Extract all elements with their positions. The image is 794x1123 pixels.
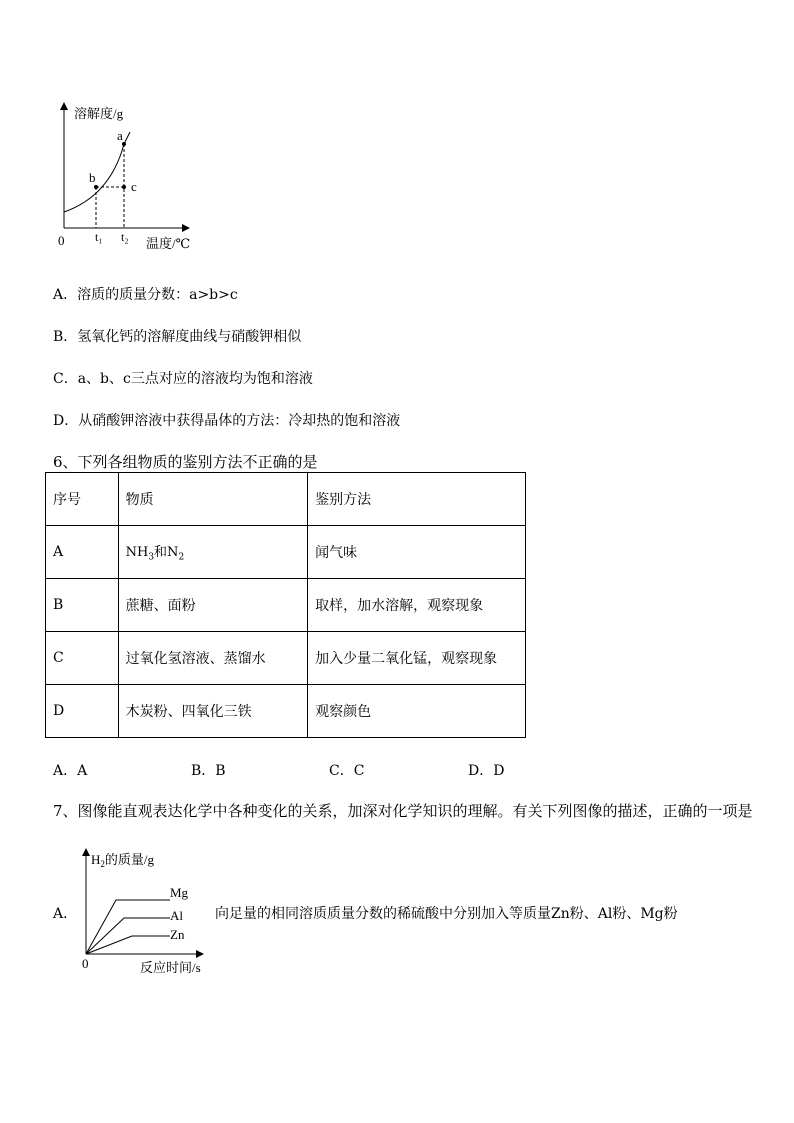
q6-answer-b: B．B <box>191 763 226 779</box>
row-a-sub2: 2 <box>178 552 185 563</box>
row-a-substance-pre: NH <box>125 545 149 561</box>
zn-label: Zn <box>170 927 185 942</box>
row-d-id: D <box>46 685 119 738</box>
q5-option-d: D．从硝酸钾溶液中获得晶体的方法：冷却热的饱和溶液 <box>53 413 401 429</box>
header-id: 序号 <box>46 473 119 526</box>
y-axis-label: $H_2$的质量/g <box>91 852 155 869</box>
y-axis-label: 溶解度/g <box>74 106 124 121</box>
mg-line <box>86 900 170 954</box>
x-axis-label: 温度/℃ <box>146 236 191 251</box>
table-row <box>46 526 526 579</box>
row-b-substance: 蔗糖、面粉 <box>118 579 308 632</box>
point-a-label: a <box>117 128 123 143</box>
x-axis-label: 反应时间/s <box>140 960 201 975</box>
q5-option-c: C．a、b、c三点对应的溶液均为饱和溶液 <box>53 371 313 387</box>
hydrogen-graph <box>78 848 218 978</box>
t2-label: t₂ <box>121 230 129 244</box>
header-method: 鉴别方法 <box>308 473 526 526</box>
q5-option-a: A．溶质的质量分数：a>b>c <box>53 287 238 303</box>
table-row <box>46 632 526 685</box>
table-row <box>46 685 526 738</box>
q6-stem: 6、下列各组物质的鉴别方法不正确的是 <box>53 453 318 471</box>
mg-label: Mg <box>170 885 189 900</box>
q6-answer-d: D．D <box>468 763 505 779</box>
row-b-id: B <box>46 579 119 632</box>
table-header-row <box>46 473 526 526</box>
q6-table <box>45 472 526 738</box>
point-b-dot <box>94 185 98 189</box>
row-a-method: 闻气味 <box>308 526 526 579</box>
solubility-curve <box>64 132 130 212</box>
point-b-label: b <box>89 170 96 185</box>
q6-answer-a: A．A <box>53 763 88 779</box>
row-a-substance-mid: 和N <box>154 545 179 561</box>
row-d-substance: 木炭粉、四氧化三铁 <box>118 685 308 738</box>
point-c-label: c <box>131 179 137 194</box>
row-c-method: 加入少量二氧化锰，观察现象 <box>308 632 526 685</box>
origin-label: 0 <box>82 956 89 971</box>
row-a-substance <box>118 526 308 579</box>
q7-option-a-description: 向足量的相同溶质质量分数的稀硫酸中分别加入等质量Zn粉、Al粉、Mg粉 <box>215 906 678 922</box>
table-row <box>46 579 526 632</box>
q5-option-b: B．氢氧化钙的溶解度曲线与硝酸钾相似 <box>53 329 302 345</box>
origin-label: 0 <box>58 233 65 248</box>
q7-stem: 7、图像能直观表达化学中各种变化的关系，加深对化学知识的理解。有关下列图像的描述，正确的一项是 <box>53 802 753 820</box>
al-label: Al <box>170 908 183 923</box>
row-c-id: C <box>46 632 119 685</box>
q6-answer-c: C．C <box>329 763 365 779</box>
row-a-sub1: 3 <box>148 552 155 563</box>
point-c-dot <box>122 185 126 189</box>
row-d-method: 观察颜色 <box>308 685 526 738</box>
row-a-id: A <box>46 526 119 579</box>
t1-label: t₁ <box>95 230 103 244</box>
header-substance: 物质 <box>118 473 308 526</box>
q7-option-a-label: A． <box>53 906 78 922</box>
row-c-substance: 过氧化氢溶液、蒸馏水 <box>118 632 308 685</box>
zn-line <box>86 936 170 954</box>
row-b-method: 取样，加水溶解，观察现象 <box>308 579 526 632</box>
solubility-graph <box>50 100 210 255</box>
